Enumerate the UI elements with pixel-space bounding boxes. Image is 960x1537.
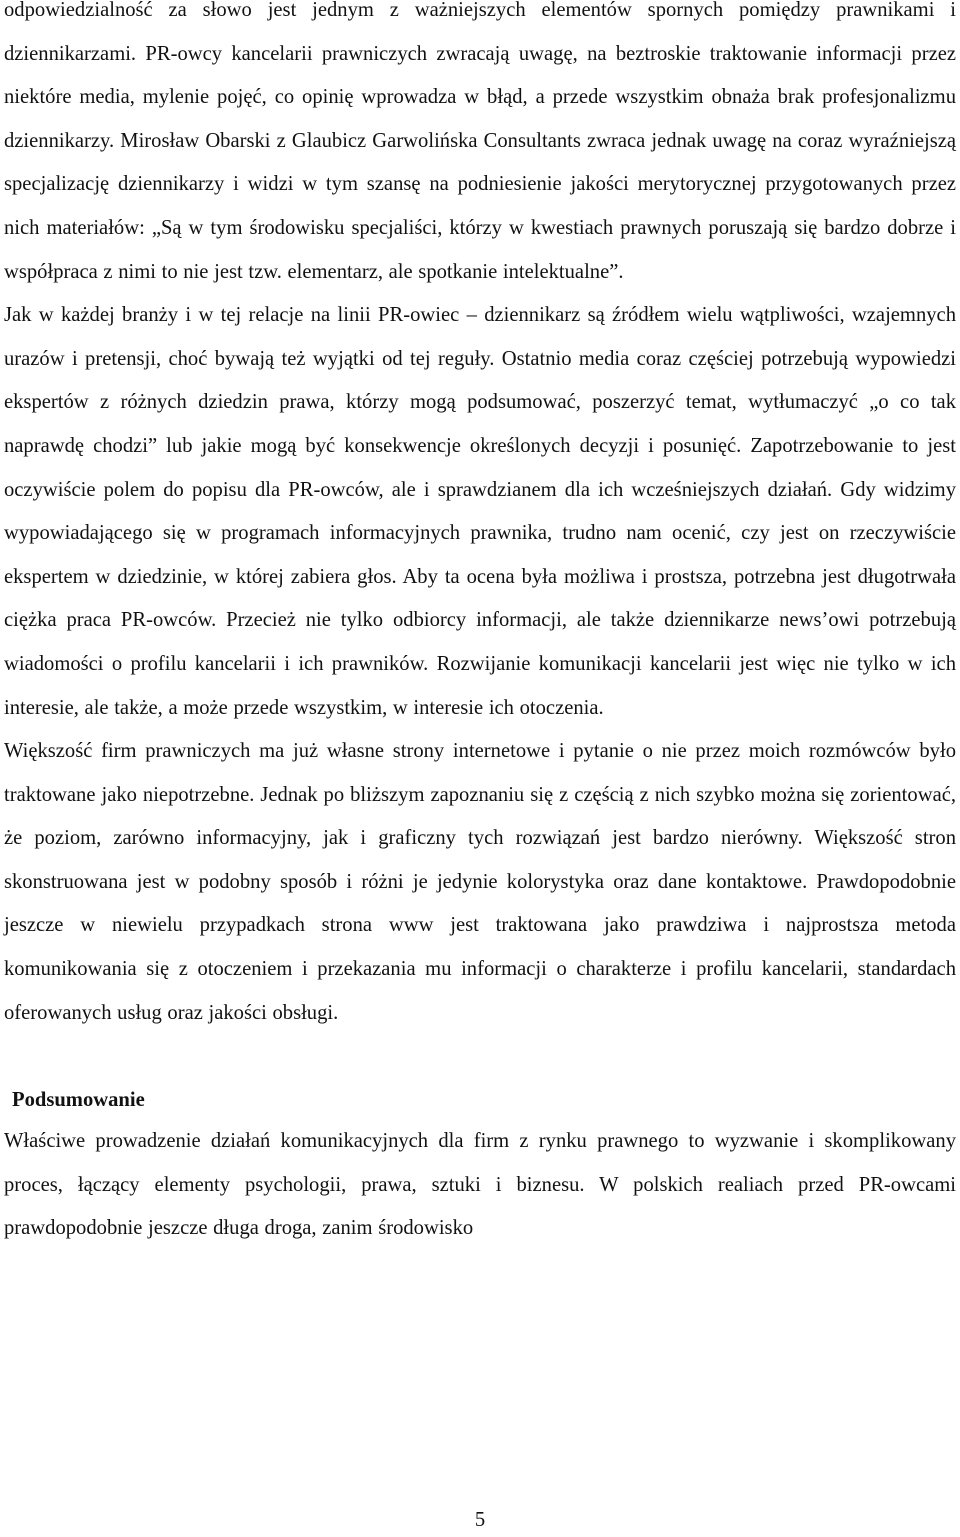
summary-heading: Podsumowanie xyxy=(12,1089,145,1112)
body-paragraph-3: Większość firm prawniczych ma już własne strony internetowe i pytanie o nie przez moich rozmówców było traktowane jako niepotrzebne. Jednak po bliższym zapoznaniu się z częścią z nich szybko można się zorientować, że poziom, zarówno informacyjny, jak i graficzny tych rozwiązań jest bardzo nierówny. Większość stron skonstruowana jest w podobny sposób i różni je jedynie kolorystyka oraz dane kontaktowe. Prawdopodobnie jeszcze w niewielu przypadkach strona www jest traktowana jako prawdziwa i najprostsza metoda komunikowania się z otoczeniem i przekazania mu informacji o charakterze i profilu kancelarii, standardach oferowanych usług oraz jakości obsługi. xyxy=(4,740,956,1024)
document-page xyxy=(4,0,956,1251)
page-number: 5 xyxy=(474,1509,486,1531)
body-paragraph-1: odpowiedzialność za słowo jest jednym z ważniejszych elementów spornych pomiędzy prawnikami i dziennikarzami. PR-owcy kancelarii prawniczych zwracają uwagę, na beztroskie traktowanie informacji przez niektóre media, mylenie pojęć, co opinię wprowadza w błąd, a przede wszystkim obnaża brak profesjonalizmu dziennikarzy. Mirosław Obarski z Glaubicz Garwolińska Consultants zwraca jednak uwagę na coraz wyraźniejszą specjalizację dziennikarzy i widzi w tym szansę na podniesienie jakości merytorycznej przygotowanych przez nich materiałów: „Są w tym środowisku specjaliści, którzy w kwestiach prawnych poruszają się bardzo dobrze i współpraca z nimi to nie jest tzw. elementarz, ale spotkanie intelektualne”. xyxy=(4,0,956,283)
body-paragraph-2: Jak w każdej branży i w tej relacje na linii PR-owiec – dziennikarz są źródłem wielu wątpliwości, wzajemnych urazów i pretensji, choć bywają też wyjątki od tej reguły. Ostatnio media coraz częściej potrzebują wypowiedzi ekspertów z różnych dziedzin prawa, którzy mogą podsumować, poszerzyć temat, wytłumaczyć „o co tak naprawdę chodzi” lub jakie mogą być konsekwencje określonych decyzji i posunięć. Zapotrzebowanie to jest oczywiście polem do popisu dla PR-owców, ale i sprawdzianem dla ich wcześniejszych działań. Gdy widzimy wypowiadającego się w programach informacyjnych prawnika, trudno nam ocenić, czy jest on rzeczywiście ekspertem w dziedzinie, w której zabiera głos. Aby ta ocena była możliwa i prostsza, potrzebna jest długotrwała ciężka praca PR-owców. Przecież nie tylko odbiorcy informacji, ale także dziennikarze news’owi potrzebują wiadomości o profilu kancelarii i ich prawników. Rozwijanie komunikacji kancelarii jest więc nie tylko w ich interesie, ale także, a może przede wszystkim, w interesie ich otoczenia. xyxy=(4,304,956,719)
summary-paragraph: Właściwe prowadzenie działań komunikacyjnych dla firm z rynku prawnego to wyzwanie i skomplikowany proces, łączący elementy psychologii, prawa, sztuki i biznesu. W polskich realiach przed PR-owcami prawdopodobnie jeszcze długa droga, zanim środowisko xyxy=(4,1130,956,1240)
